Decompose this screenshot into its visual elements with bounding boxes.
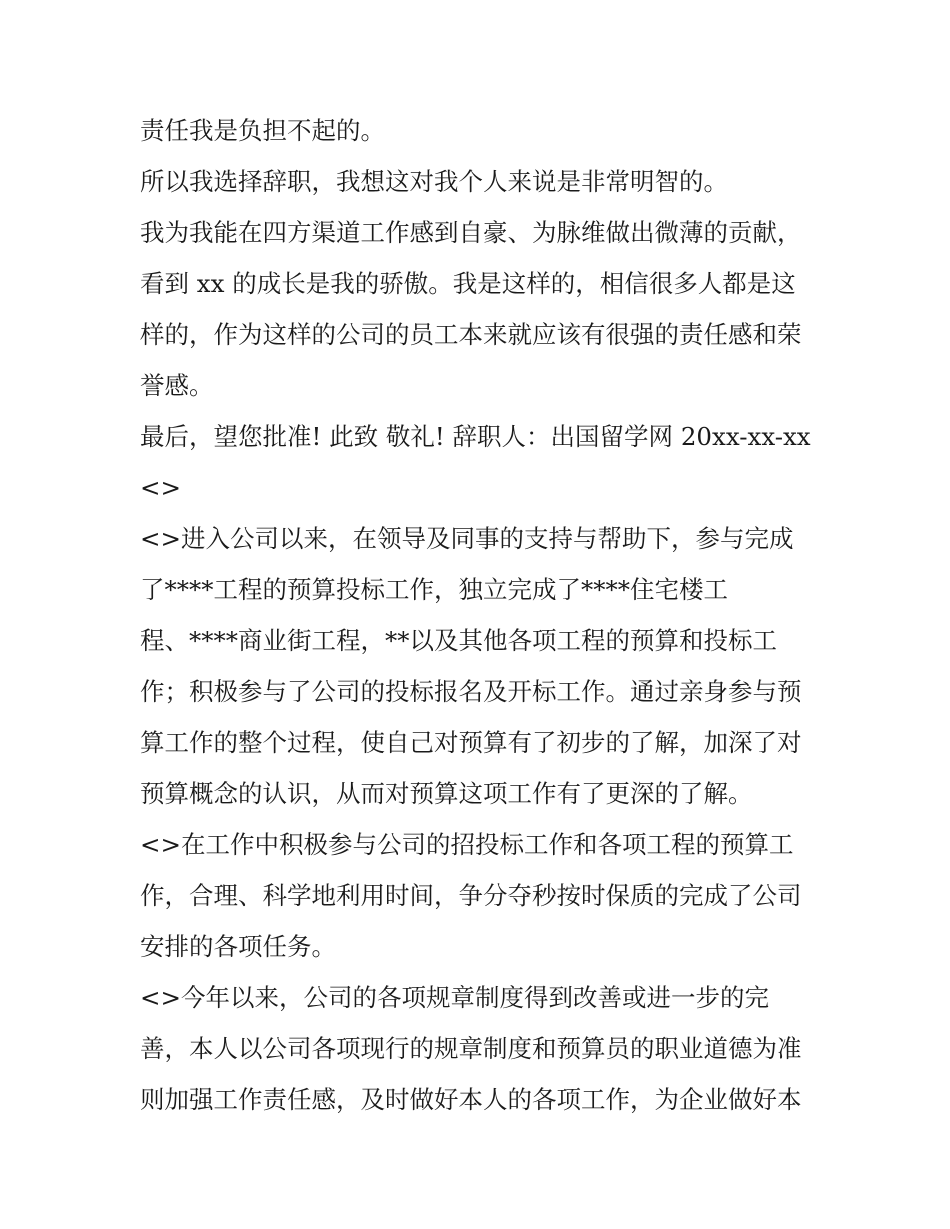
text-line: 算工作的整个过程，使自己对预算有了初步的了解，加深了对 — [140, 728, 802, 757]
text-line: 所以我选择辞职，我想这对我个人来说是非常明智的。 — [140, 167, 728, 196]
text-line: 我为我能在四方渠道工作感到自豪、为脉维做出微薄的贡献， — [140, 218, 802, 247]
text-line: 作；积极参与了公司的投标报名及开标工作。通过亲身参与预 — [140, 677, 802, 706]
text-line: 安排的各项任务。 — [140, 932, 336, 961]
text-line: 责任我是负担不起的。 — [140, 116, 385, 145]
text-line: 誉感。 — [140, 371, 214, 400]
text-line: 则加强工作责任感，及时做好本人的各项工作，为企业做好本 — [140, 1085, 802, 1114]
text-line: <>今年以来，公司的各项规章制度得到改善或进一步的完 — [140, 983, 770, 1012]
text-line: 预算概念的认识，从而对预算这项工作有了更深的了解。 — [140, 779, 753, 808]
text-line: <>进入公司以来，在领导及同事的支持与帮助下，参与完成 — [140, 524, 794, 553]
text-line: 了****工程的预算投标工作，独立完成了****住宅楼工 — [140, 575, 728, 604]
text-line: <>在工作中积极参与公司的招投标工作和各项工程的预算工 — [140, 830, 794, 859]
text-line: 样的，作为这样的公司的员工本来就应该有很强的责任感和荣 — [140, 320, 802, 349]
text-line: 看到 xx 的成长是我的骄傲。我是这样的，相信很多人都是这 — [140, 269, 796, 298]
text-line: 作，合理、科学地利用时间，争分夺秒按时保质的完成了公司 — [140, 881, 802, 910]
document-body — [140, 105, 830, 1125]
text-line: 程、****商业街工程，**以及其他各项工程的预算和投标工 — [140, 626, 777, 655]
text-line: <> — [140, 473, 182, 502]
text-line: 善，本人以公司各项现行的规章制度和预算员的职业道德为准 — [140, 1034, 802, 1063]
text-line: 最后，望您批准! 此致 敬礼! 辞职人：出国留学网 20xx-xx-xx — [140, 422, 811, 451]
